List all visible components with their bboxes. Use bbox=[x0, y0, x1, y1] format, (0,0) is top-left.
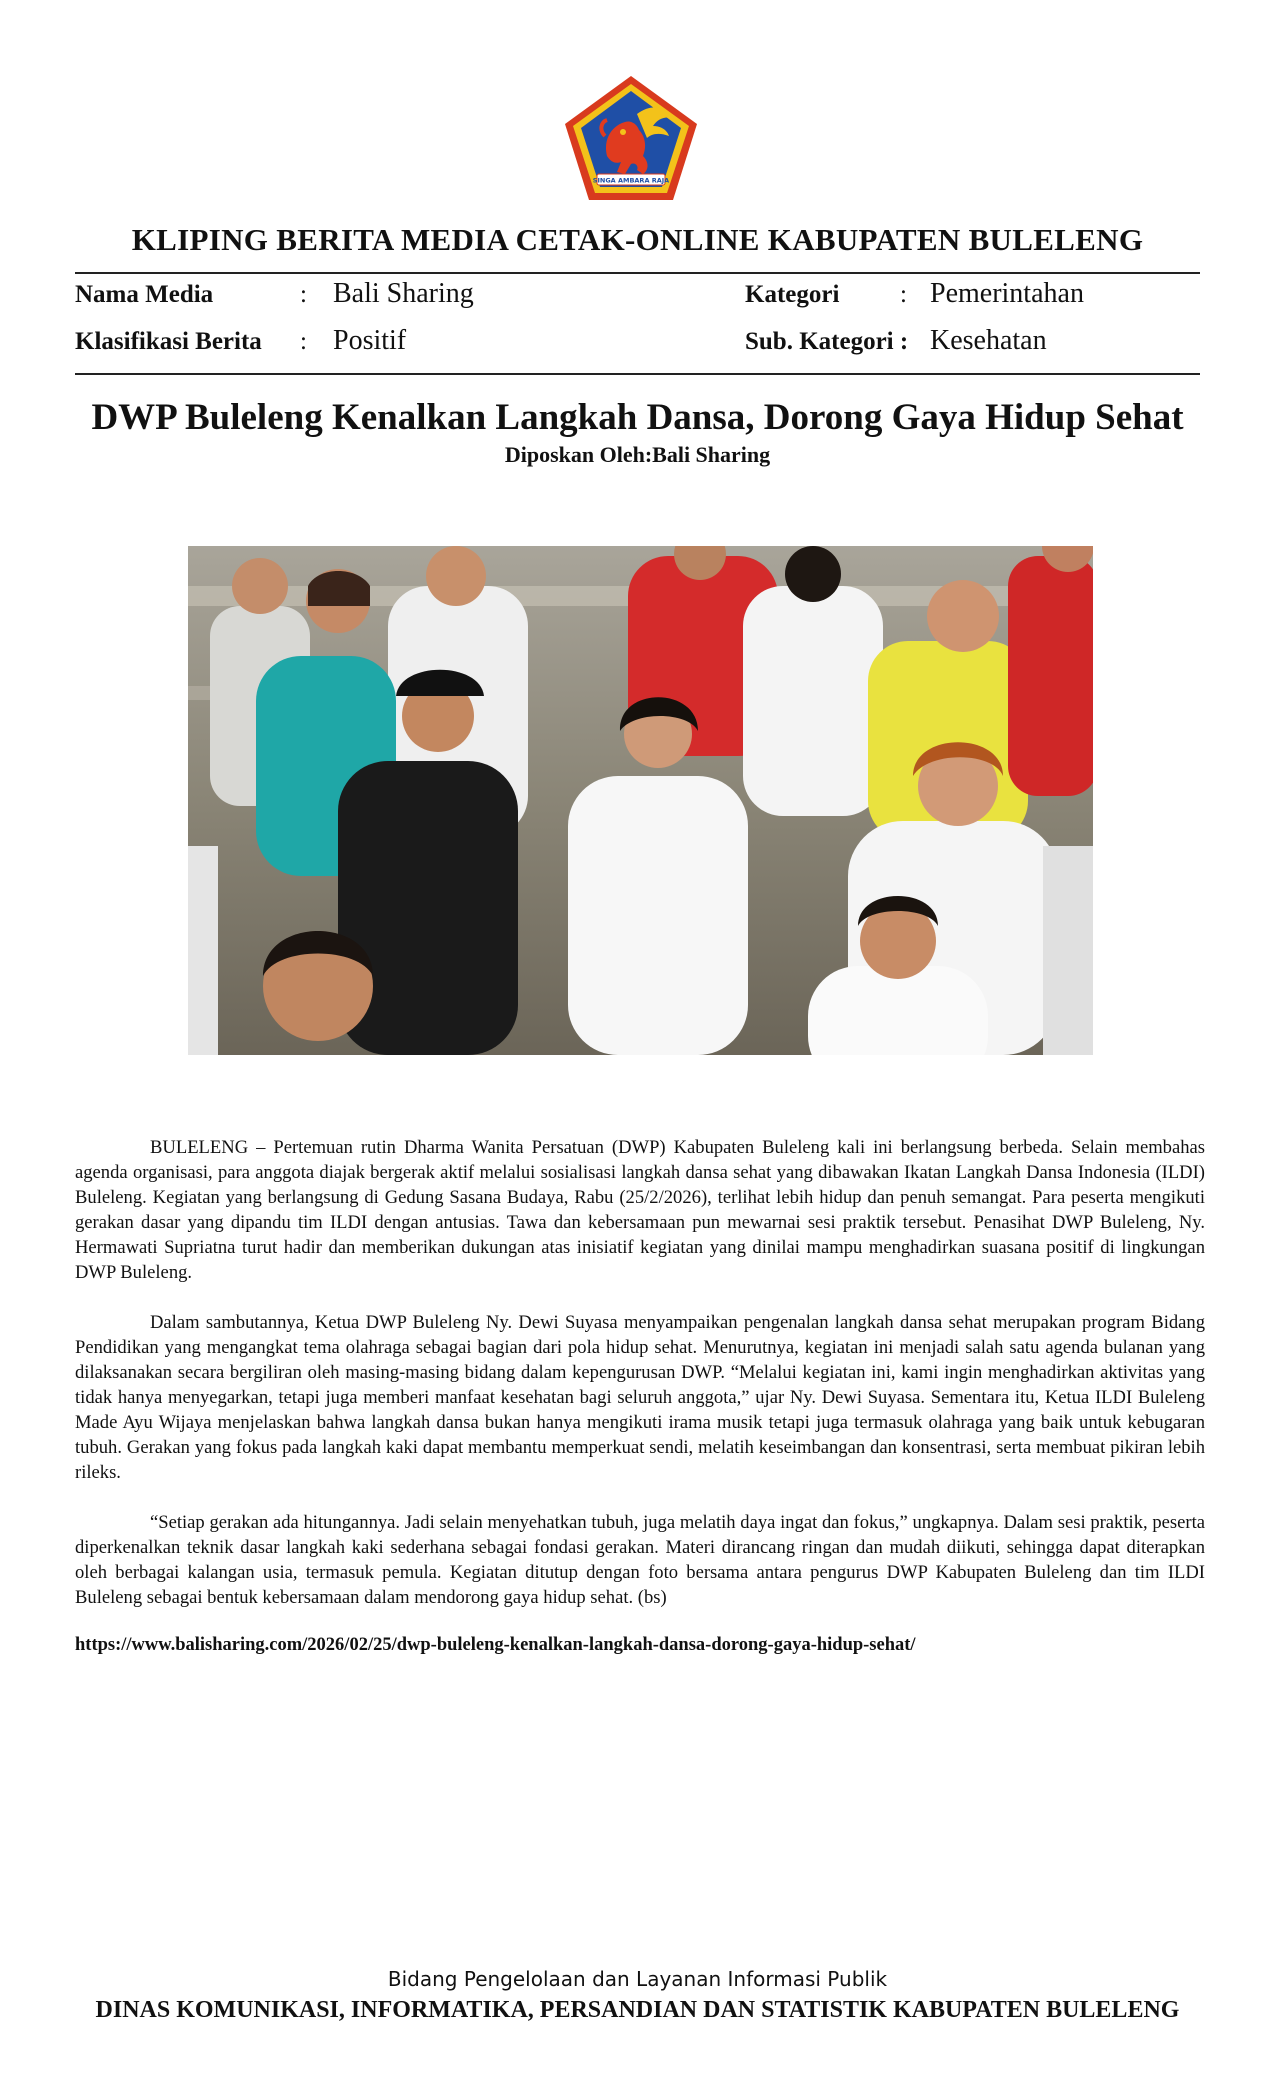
media-name-label: Nama Media bbox=[75, 281, 214, 308]
document-title: KLIPING BERITA MEDIA CETAK-ONLINE KABUPATEN BULELENG bbox=[131, 222, 1144, 257]
footer-department: Bidang Pengelolaan dan Layanan Informasi Publik bbox=[387, 1967, 888, 1991]
sub-category-value: Kesehatan bbox=[930, 325, 1047, 356]
logo-motto: SINGA AMBARA RAJA bbox=[592, 176, 670, 185]
article-paragraph: “Setiap gerakan ada hitungannya. Jadi selain menyehatkan tubuh, juga melatih daya ingat dan fokus,” ungkapnya. Dalam sesi praktik, peserta diperkenalkan teknik dasar langkah kaki sederhana sebagai fondasi gerakan. Materi dirancang ringan dan mudah diikuti, sehingga dapat diterapkan oleh berbagai kalangan usia, termasuk pemula. Kegiatan ditutup dengan foto bersama antara pengurus DWP Kabupaten Buleleng dan tim ILDI Buleleng sebagai bentuk kebersamaan dalam mendorong gaya hidup sehat. (bs) bbox=[75, 1512, 1205, 1608]
footer-agency: DINAS KOMUNIKASI, INFORMATIKA, PERSANDIAN DAN STATISTIK KABUPATEN BULELENG bbox=[95, 1997, 1180, 2023]
header-divider-top bbox=[75, 272, 1200, 274]
article-photo bbox=[188, 546, 1093, 1055]
category-label: Kategori bbox=[745, 281, 840, 308]
media-name-value: Bali Sharing bbox=[333, 278, 474, 309]
source-link[interactable]: https://www.balisharing.com/2026/02/25/dwp-buleleng-kenalkan-langkah-dansa-dorong-gaya-hidup-sehat/ bbox=[75, 1635, 916, 1655]
article-headline: DWP Buleleng Kenalkan Langkah Dansa, Dorong Gaya Hidup Sehat bbox=[91, 397, 1184, 438]
article-byline: Diposkan Oleh:Bali Sharing bbox=[504, 442, 771, 467]
media-name-colon: : bbox=[300, 281, 307, 308]
buleleng-emblem-logo bbox=[563, 74, 699, 202]
classification-value: Positif bbox=[333, 325, 407, 356]
article-paragraph: BULELENG – Pertemuan rutin Dharma Wanita Persatuan (DWP) Kabupaten Buleleng kali ini berlangsung berbeda. Selain membahas agenda organisasi, para anggota diajak bergerak aktif melalui sosialisasi langkah dansa sehat yang dibawakan Ikatan Langkah Dansa Indonesia (ILDI) Buleleng. Kegiatan yang berlangsung di Gedung Sasana Budaya, Rabu (25/2/2026), terlihat lebih hidup dan penuh semangat. Para peserta mengikuti gerakan dasar yang dipandu tim ILDI dengan antusias. Tawa dan kebersamaan pun mewarnai sesi praktik tersebut. Penasihat DWP Buleleng, Ny. Hermawati Supriatna turut hadir dan memberikan dukungan atas inisiatif kegiatan yang dinilai mampu menghadirkan suasana positif di lingkungan DWP Buleleng. bbox=[75, 1137, 1205, 1283]
article-paragraph: Dalam sambutannya, Ketua DWP Buleleng Ny. Dewi Suyasa menyampaikan pengenalan langkah dansa sehat merupakan program Bidang Pendidikan yang mengangkat tema olahraga sebagai bagian dari pola hidup sehat. Menurutnya, kegiatan ini menjadi salah satu agenda bulanan yang dilaksanakan secara bergiliran oleh masing-masing bidang dalam kepengurusan DWP. “Melalui kegiatan ini, kami ingin menghadirkan aktivitas yang tidak hanya menyegarkan, tetapi juga memberi manfaat kesehatan bagi seluruh anggota,” ujar Ny. Dewi Suyasa. Sementara itu, Ketua ILDI Buleleng Made Ayu Wijaya menjelaskan bahwa langkah dansa bukan hanya mengikuti irama musik tetapi juga termasuk olahraga yang baik untuk kebugaran tubuh. Gerakan yang fokus pada langkah kaki dapat membantu memperkuat sendi, melatih keseimbangan dan konsentrasi, serta membuat pikiran lebih rileks. bbox=[75, 1312, 1205, 1483]
classification-label: Klasifikasi Berita bbox=[75, 328, 262, 355]
sub-category-label: Sub. Kategori : bbox=[745, 328, 909, 355]
category-value: Pemerintahan bbox=[930, 278, 1084, 309]
header-divider-bottom bbox=[75, 373, 1200, 375]
category-colon: : bbox=[900, 281, 907, 308]
classification-colon: : bbox=[300, 328, 307, 355]
